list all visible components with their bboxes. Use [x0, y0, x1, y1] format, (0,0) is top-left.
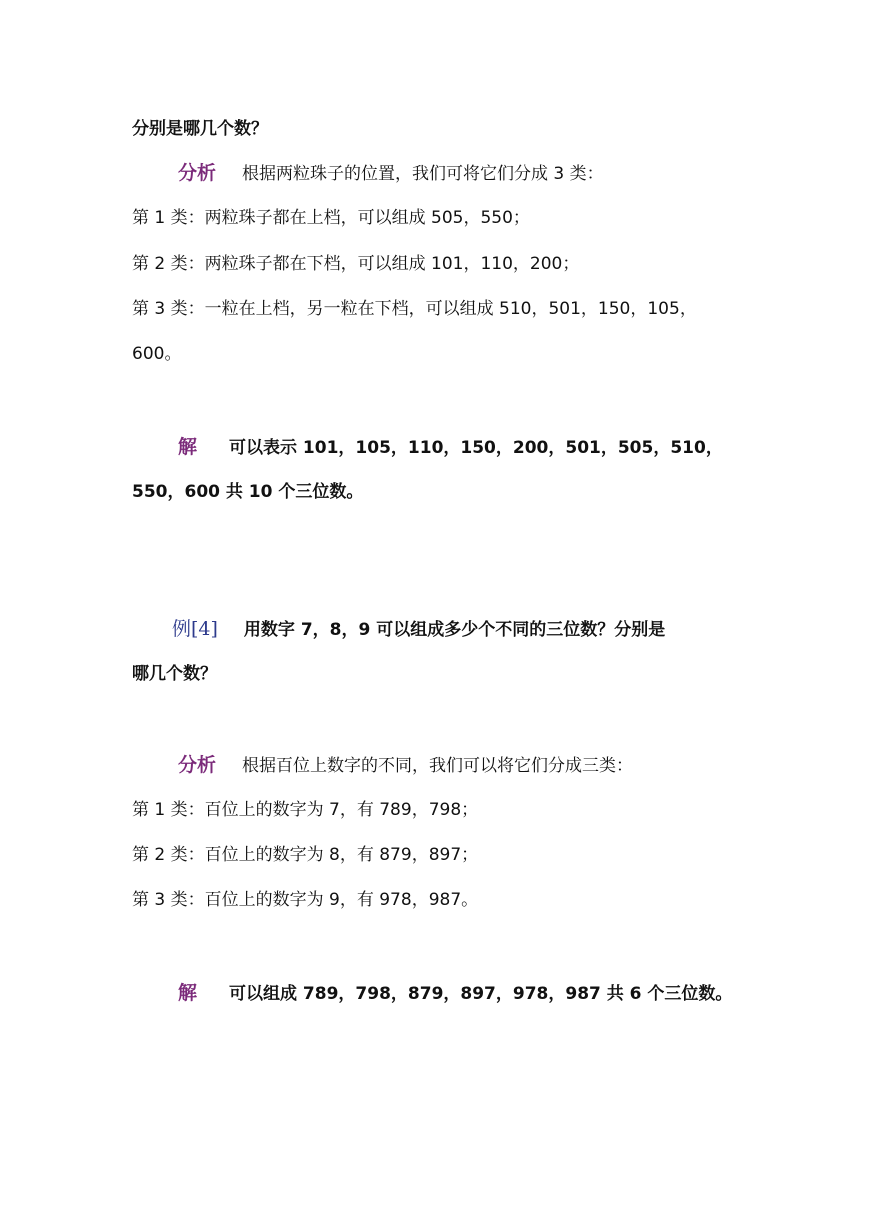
case-line: 第 3 类：百位上的数字为 9，有 978，987。 [132, 890, 479, 910]
case-line: 第 2 类：两粒珠子都在下档，可以组成 101，110，200； [132, 254, 580, 274]
answer-text-continued: 550，600 共 10 个三位数。 [132, 482, 364, 502]
analysis-label: 分析 [178, 162, 217, 184]
case-line: 第 3 类：一粒在上档，另一粒在下档，可以组成 510，501，150，105， [132, 299, 697, 319]
analysis-paragraph-2 [178, 753, 633, 778]
analysis-paragraph-1 [178, 161, 604, 186]
case-line: 第 1 类：百位上的数字为 7，有 789，798； [132, 800, 479, 820]
analysis-text: 根据百位上数字的不同，我们可以将它们分成三类： [242, 756, 634, 776]
answer-text: 可以组成 789，798，879，897，978，987 共 6 个三位数。 [229, 984, 733, 1004]
intro-line: 分别是哪几个数？ [132, 119, 268, 139]
example-question-text: 用数字 7，8，9 可以组成多少个不同的三位数？分别是 [243, 620, 666, 640]
case-line: 第 1 类：两粒珠子都在上档，可以组成 505，550； [132, 208, 530, 228]
case-line: 600。 [132, 344, 182, 364]
answer-label: 解 [178, 436, 198, 458]
answer-paragraph-2 [178, 981, 732, 1006]
answer-label: 解 [178, 982, 198, 1004]
analysis-label: 分析 [178, 754, 217, 776]
answer-paragraph-1 [178, 435, 723, 460]
example-question-continued: 哪几个数？ [132, 664, 217, 684]
example-question [172, 617, 665, 642]
example-label: 例[4] [172, 618, 218, 640]
answer-text: 可以表示 101，105，110，150，200，501，505，510， [229, 438, 723, 458]
analysis-text: 根据两粒珠子的位置，我们可将它们分成 3 类： [242, 164, 604, 184]
case-line: 第 2 类：百位上的数字为 8，有 879，897； [132, 845, 479, 865]
